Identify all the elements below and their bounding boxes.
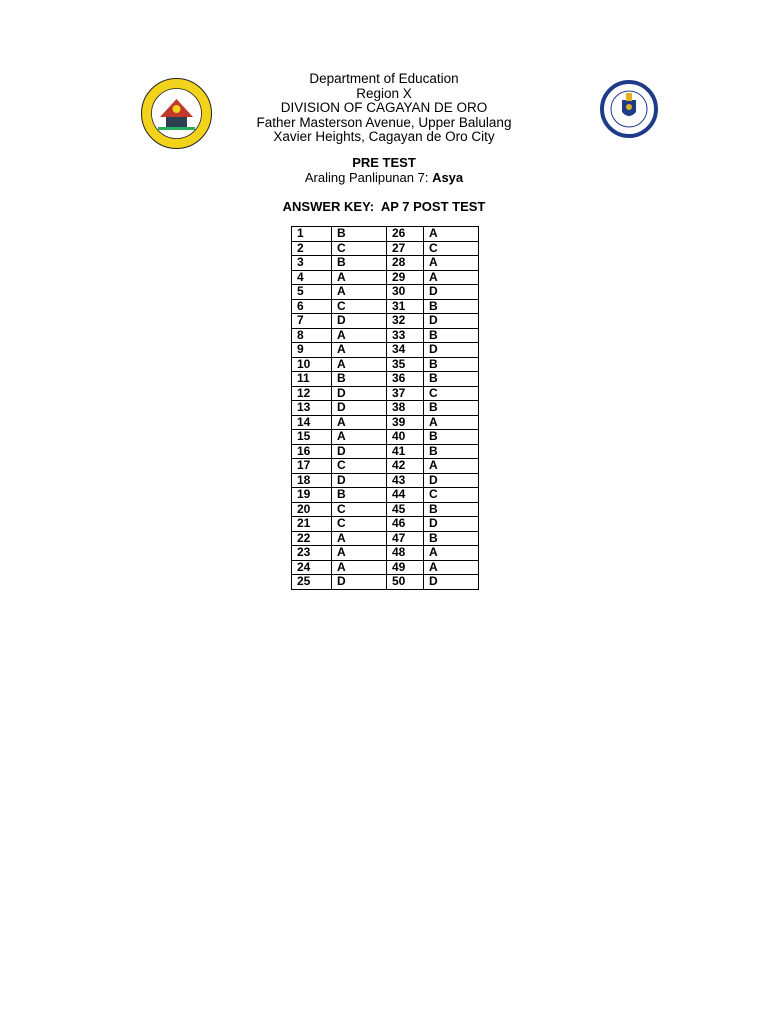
item-answer: A — [332, 560, 387, 575]
item-number: 35 — [387, 357, 424, 372]
table-row — [292, 386, 479, 401]
item-answer: A — [424, 227, 479, 242]
item-answer: D — [424, 517, 479, 532]
subject-prefix: Araling Panlipunan 7: — [304, 169, 433, 185]
item-number: 13 — [292, 401, 332, 416]
item-answer: B — [332, 488, 387, 503]
item-number: 28 — [387, 256, 424, 271]
item-answer: D — [424, 314, 479, 329]
item-answer: B — [332, 372, 387, 387]
letterhead — [200, 72, 568, 145]
item-answer: A — [424, 546, 479, 561]
item-answer: B — [424, 357, 479, 372]
item-number: 33 — [387, 328, 424, 343]
address-line-2: Xavier Heights, Cagayan de Oro City — [273, 129, 495, 145]
item-answer: C — [332, 299, 387, 314]
item-number: 44 — [387, 488, 424, 503]
item-answer: A — [332, 285, 387, 300]
item-number: 43 — [387, 473, 424, 488]
table-row — [292, 299, 479, 314]
item-answer: A — [332, 415, 387, 430]
item-number: 7 — [292, 314, 332, 329]
item-number: 4 — [292, 270, 332, 285]
item-answer: A — [332, 343, 387, 358]
item-answer: A — [424, 415, 479, 430]
item-number: 21 — [292, 517, 332, 532]
item-answer: B — [424, 444, 479, 459]
item-answer: D — [424, 575, 479, 590]
item-answer: A — [332, 546, 387, 561]
item-answer: D — [332, 444, 387, 459]
item-number: 41 — [387, 444, 424, 459]
item-answer: A — [332, 357, 387, 372]
item-answer: D — [332, 314, 387, 329]
test-heading: PRE TEST — [352, 155, 416, 170]
item-number: 8 — [292, 328, 332, 343]
item-answer: A — [424, 270, 479, 285]
item-answer: A — [332, 531, 387, 546]
item-number: 2 — [292, 241, 332, 256]
item-number: 16 — [292, 444, 332, 459]
address-line-1: Father Masterson Avenue, Upper Balulang — [256, 114, 512, 130]
item-number: 20 — [292, 502, 332, 517]
item-answer: D — [424, 285, 479, 300]
region-name: Region X — [356, 85, 412, 101]
table-row — [292, 415, 479, 430]
test-title-block — [200, 156, 568, 185]
item-answer: D — [332, 401, 387, 416]
table-row — [292, 285, 479, 300]
item-answer: D — [424, 343, 479, 358]
item-number: 48 — [387, 546, 424, 561]
table-row — [292, 430, 479, 445]
table-row — [292, 256, 479, 271]
table-row — [292, 314, 479, 329]
table-row — [292, 343, 479, 358]
table-row — [292, 488, 479, 503]
deped-national-seal-logo — [589, 80, 669, 138]
item-answer: B — [332, 227, 387, 242]
item-number: 37 — [387, 386, 424, 401]
item-answer: D — [332, 386, 387, 401]
item-number: 49 — [387, 560, 424, 575]
table-row — [292, 502, 479, 517]
item-answer: C — [332, 241, 387, 256]
item-answer: B — [424, 401, 479, 416]
table-row — [292, 575, 479, 590]
item-answer: B — [424, 531, 479, 546]
item-number: 31 — [387, 299, 424, 314]
item-number: 3 — [292, 256, 332, 271]
table-row — [292, 357, 479, 372]
answer-key-table — [291, 226, 479, 590]
item-number: 38 — [387, 401, 424, 416]
item-answer: B — [424, 502, 479, 517]
item-answer: D — [332, 575, 387, 590]
item-answer: A — [424, 459, 479, 474]
item-number: 36 — [387, 372, 424, 387]
item-number: 42 — [387, 459, 424, 474]
table-row — [292, 328, 479, 343]
table-row — [292, 517, 479, 532]
item-answer: A — [424, 256, 479, 271]
item-answer: B — [424, 299, 479, 314]
item-answer: C — [332, 502, 387, 517]
item-number: 26 — [387, 227, 424, 242]
table-row — [292, 241, 479, 256]
table-row — [292, 531, 479, 546]
item-number: 46 — [387, 517, 424, 532]
item-answer: C — [332, 459, 387, 474]
department-name: Department of Education — [309, 71, 459, 86]
item-answer: D — [332, 473, 387, 488]
item-answer: C — [424, 386, 479, 401]
item-number: 45 — [387, 502, 424, 517]
subject-line — [200, 171, 568, 186]
item-number: 34 — [387, 343, 424, 358]
item-number: 10 — [292, 357, 332, 372]
item-number: 50 — [387, 575, 424, 590]
item-number: 29 — [387, 270, 424, 285]
item-number: 15 — [292, 430, 332, 445]
item-answer: A — [332, 430, 387, 445]
table-row — [292, 270, 479, 285]
item-number: 25 — [292, 575, 332, 590]
division-name: DIVISION OF CAGAYAN DE ORO — [280, 100, 488, 116]
item-answer: B — [332, 256, 387, 271]
item-number: 1 — [292, 227, 332, 242]
answer-key-title: ANSWER KEY: AP 7 POST TEST — [282, 199, 486, 214]
item-answer: B — [424, 430, 479, 445]
item-number: 14 — [292, 415, 332, 430]
item-number: 30 — [387, 285, 424, 300]
item-number: 12 — [292, 386, 332, 401]
table-row — [292, 227, 479, 242]
item-answer: B — [424, 328, 479, 343]
item-answer: A — [332, 270, 387, 285]
item-answer: A — [424, 560, 479, 575]
table-row — [292, 459, 479, 474]
table-row — [292, 401, 479, 416]
item-number: 32 — [387, 314, 424, 329]
item-number: 27 — [387, 241, 424, 256]
item-answer: D — [424, 473, 479, 488]
item-number: 40 — [387, 430, 424, 445]
item-number: 22 — [292, 531, 332, 546]
item-answer: A — [332, 328, 387, 343]
table-row — [292, 372, 479, 387]
table-row — [292, 546, 479, 561]
item-answer: C — [332, 517, 387, 532]
item-answer: B — [424, 372, 479, 387]
item-number: 5 — [292, 285, 332, 300]
item-number: 23 — [292, 546, 332, 561]
item-number: 17 — [292, 459, 332, 474]
table-row — [292, 444, 479, 459]
item-answer: C — [424, 488, 479, 503]
table-row — [292, 560, 479, 575]
item-number: 39 — [387, 415, 424, 430]
item-number: 11 — [292, 372, 332, 387]
item-number: 18 — [292, 473, 332, 488]
item-number: 9 — [292, 343, 332, 358]
item-number: 47 — [387, 531, 424, 546]
table-row — [292, 473, 479, 488]
item-answer: C — [424, 241, 479, 256]
item-number: 6 — [292, 299, 332, 314]
item-number: 24 — [292, 560, 332, 575]
item-number: 19 — [292, 488, 332, 503]
subject-topic: Asya — [432, 169, 464, 185]
answer-key-table-body — [292, 227, 479, 590]
